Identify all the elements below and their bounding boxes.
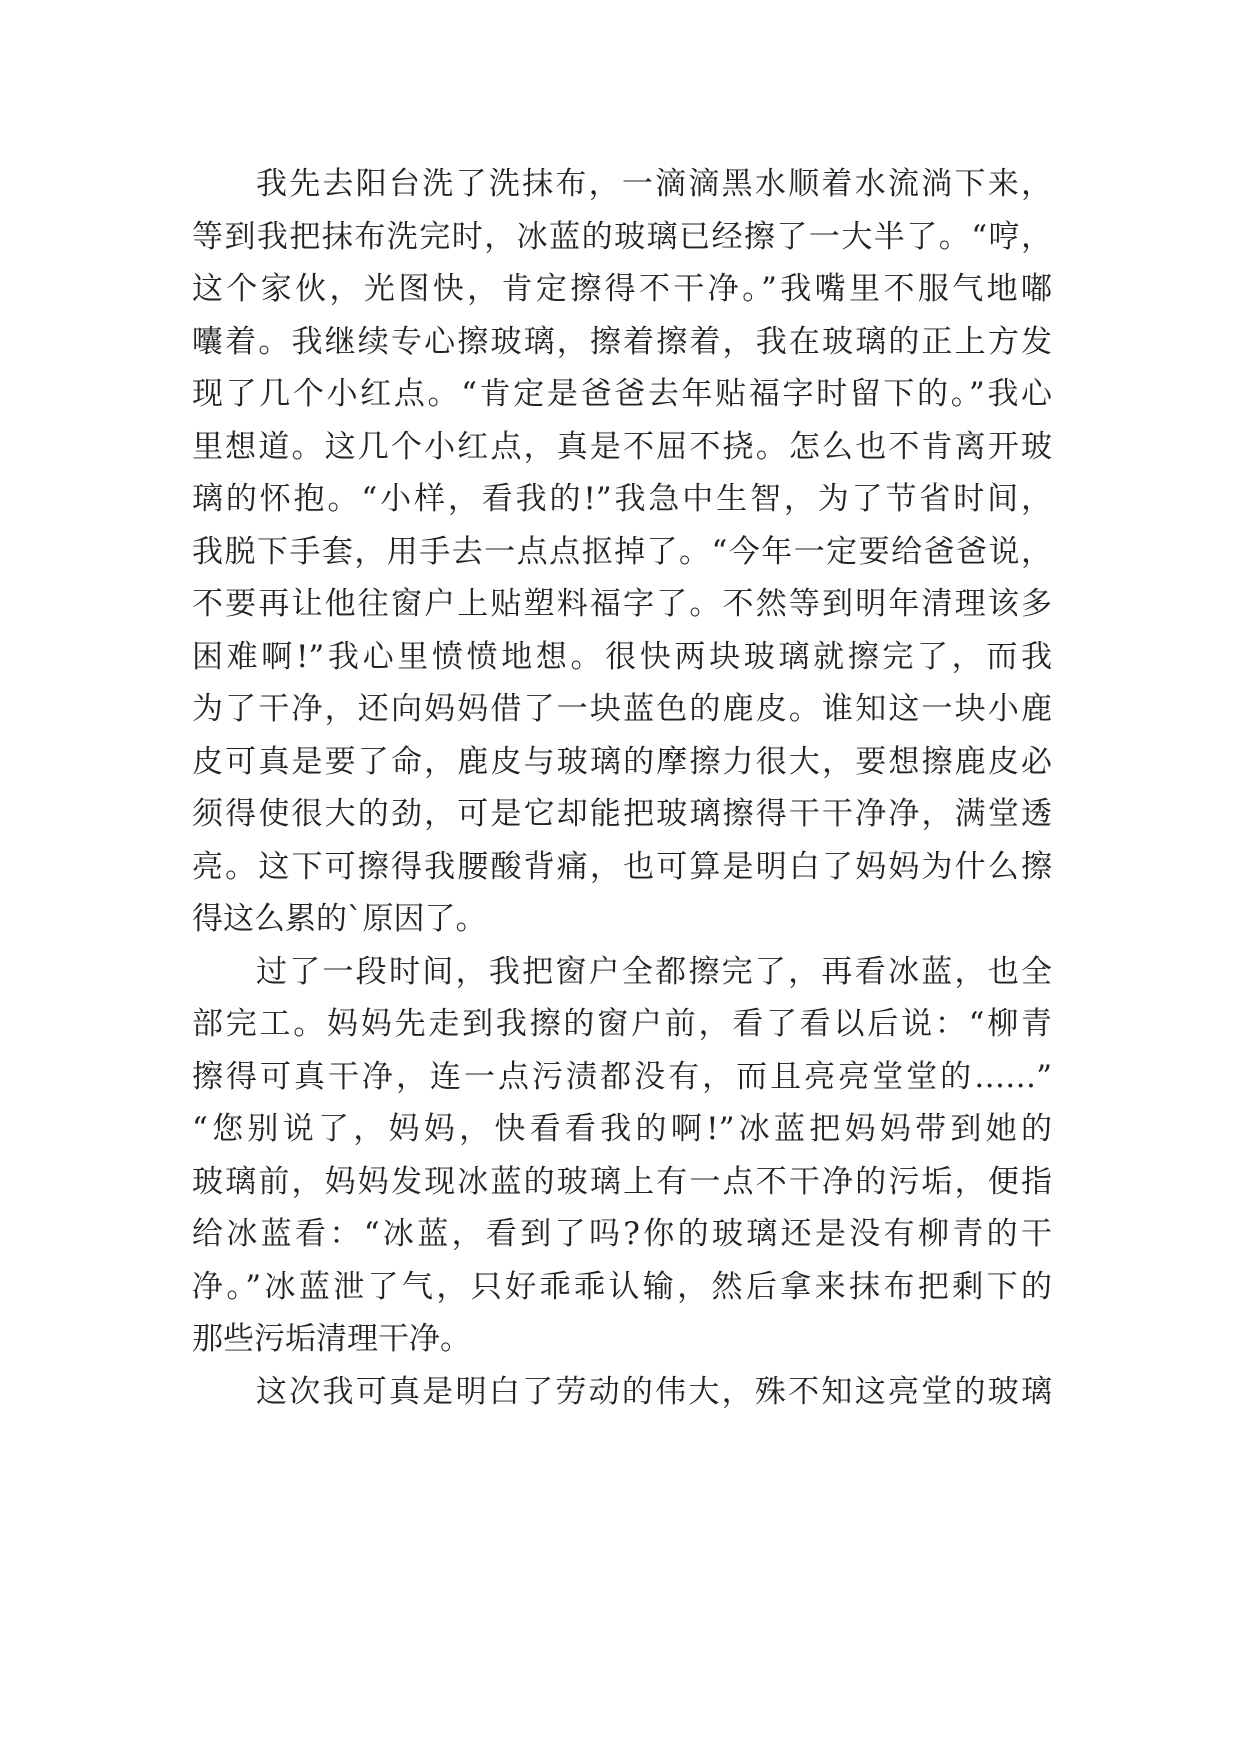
paragraph-1-line-14: 亮。这下可擦得我腰酸背痛，也可算是明白了妈妈为什么擦 [192, 848, 1052, 885]
paragraph-3-line-1: 这次我可真是明白了劳动的伟大，殊不知这亮堂的玻璃 [256, 1373, 1052, 1410]
paragraph-2-line-2: 部完工。妈妈先走到我擦的窗户前，看了看以后说：“柳青 [192, 1006, 1052, 1042]
paragraph-1-line-2: 等到我把抹布洗完时，冰蓝的玻璃已经擦了一大半了。“哼， [192, 218, 1052, 255]
paragraph-2-line-5: 玻璃前，妈妈发现冰蓝的玻璃上有一点不干净的污垢，便指 [192, 1163, 1052, 1200]
paragraph-2-line-4: “您别说了，妈妈，快看看我的啊!”冰蓝把妈妈带到她的 [192, 1111, 1052, 1147]
paragraph-1-line-12: 皮可真是要了命，鹿皮与玻璃的摩擦力很大，要想擦鹿皮必 [192, 743, 1052, 780]
paragraph-1-line-3: 这个家伙，光图快，肯定擦得不干净。”我嘴里不服气地嘟 [192, 271, 1052, 307]
paragraph-1-line-15: 得这么累的`原因了。 [192, 901, 487, 937]
paragraph-1-line-11: 为了干净，还向妈妈借了一块蓝色的鹿皮。谁知这一块小鹿 [192, 691, 1052, 727]
paragraph-1-line-9: 不要再让他往窗户上贴塑料福字了。不然等到明年清理该多 [192, 586, 1052, 622]
paragraph-1-line-8: 我脱下手套，用手去一点点抠掉了。“今年一定要给爸爸说， [192, 533, 1052, 570]
paragraph-2-line-8: 那些污垢清理干净。 [192, 1321, 471, 1357]
paragraph-2-line-3: 擦得可真干净，连一点污渍都没有，而且亮亮堂堂的……” [192, 1058, 1052, 1095]
body-text [192, 158, 1052, 1418]
paragraph-1-line-1: 我先去阳台洗了洗抹布，一滴滴黑水顺着水流淌下来， [256, 166, 1052, 202]
paragraph-1-line-7: 璃的怀抱。“小样，看我的!”我急中生智，为了节省时间， [192, 481, 1052, 517]
paragraph-2-line-1: 过了一段时间，我把窗户全都擦完了，再看冰蓝，也全 [256, 953, 1052, 990]
paragraph-2-line-6: 给冰蓝看：“冰蓝，看到了吗?你的玻璃还是没有柳青的干 [192, 1216, 1052, 1252]
paragraph-1-line-6: 里想道。这几个小红点，真是不屈不挠。怎么也不肯离开玻 [192, 428, 1052, 465]
paragraph-1-line-13: 须得使很大的劲，可是它却能把玻璃擦得干干净净，满堂透 [192, 796, 1052, 832]
paragraph-1-line-10: 困难啊!”我心里愤愤地想。很快两块玻璃就擦完了，而我 [192, 638, 1052, 675]
paragraph-2-line-7: 净。”冰蓝泄了气，只好乖乖认输，然后拿来抹布把剩下的 [192, 1268, 1052, 1305]
paragraph-1-line-4: 囔着。我继续专心擦玻璃，擦着擦着，我在玻璃的正上方发 [192, 323, 1052, 360]
paragraph-1-line-5: 现了几个小红点。“肯定是爸爸去年贴福字时留下的。”我心 [192, 376, 1052, 412]
